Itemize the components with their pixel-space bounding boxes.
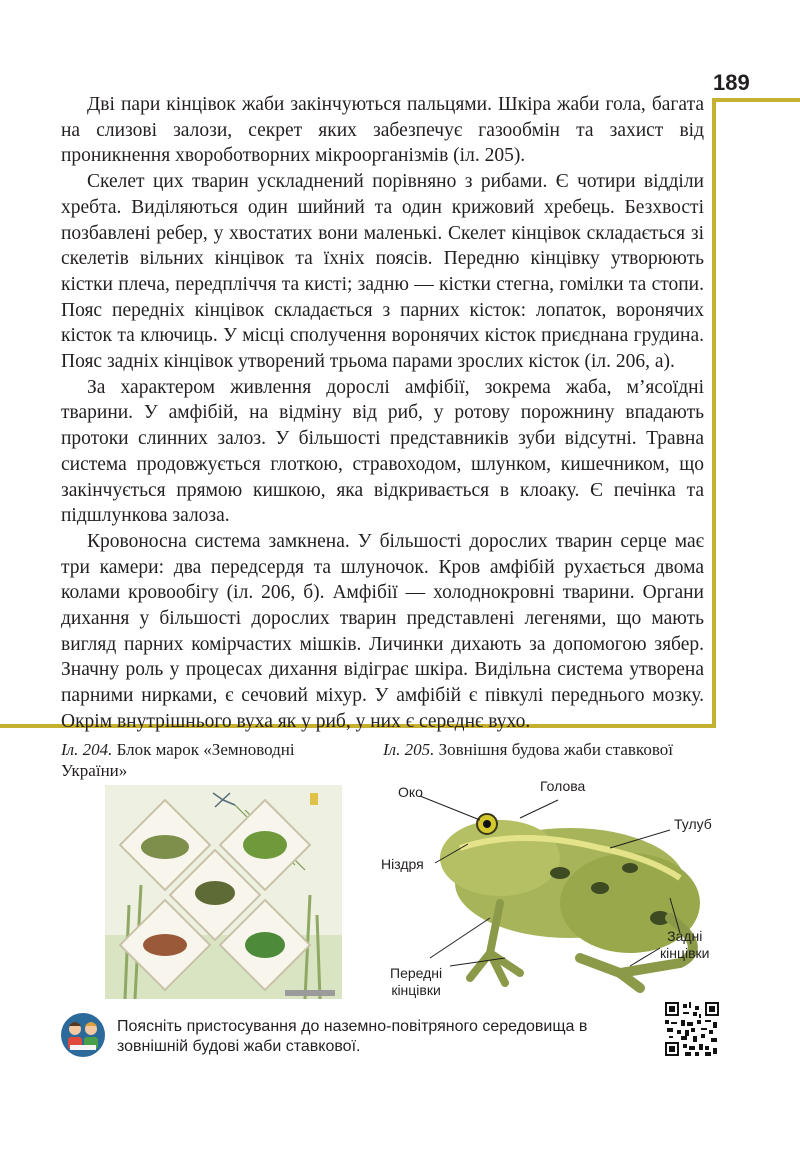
figure-204-caption [61,739,351,781]
label-eye: Око [398,784,423,800]
figure-204-label: Іл. 204. [61,740,113,759]
figure-205-label: Іл. 205. [383,740,435,759]
paragraph: Кровоносна система замкнена. У більшості дорослих тварин серце має три камери: два передсердя та шлуночок. Кров амфібій рухається двома колами кровообігу (іл. 206, б). Амфібії — холоднокровні тварини. Органи дихання у більшості дорослих тварин представлені легенями, що мають вигляд парних комірчастих мішків. Личинки дихають за допомогою зябер. Значну роль у процесах дихання відіграє шкіра. Видільна система утворена парними нирками, є сечовий міхур. У амфібій є півкулі переднього мозку. Окрім внутрішнього вуха як у риб, у них є середнє вухо. [61,530,704,732]
label-hind-limbs-line1: Задні [667,928,703,944]
figure-205-text: Зовнішня будова жаби ставкової [434,740,673,759]
frame-line-top [712,98,800,102]
qr-code-icon[interactable] [665,1002,719,1056]
label-hind-limbs-line2: кінцівки [660,945,710,961]
frame-line-right [712,98,716,726]
label-front-limbs [390,965,442,999]
figure-205-caption [383,739,683,760]
stamp-sheet-image [105,785,342,999]
label-head: Голова [540,778,586,794]
figure-204-text: Блок марок «Земноводні України» [61,740,295,780]
label-nostril: Ніздря [381,856,424,872]
label-body: Тулуб [674,816,712,832]
task-question: Поясніть пристосування до наземно-повітряного середовища в зовнішній будові жаби ставкової. [117,1018,588,1055]
label-hind-limbs [660,928,709,962]
label-front-limbs-line1: Передні [390,965,443,981]
paragraph: Дві пари кінцівок жаби закінчуються пальцями. Шкіра жаби гола, багата на слизові залози, секрет яких забезпечує газообмін та захист від проникнення хвороботворних мікроорганізмів (іл. 205). [61,94,704,167]
label-front-limbs-line2: кінцівки [391,982,441,998]
paragraph: За характером живлення дорослі амфібії, зокрема жаба, м’ясоїдні тварини. У амфібій, на відміну від риб, у ротову порожнину впадають протоки слинних залоз. У більшості представників зуби відсутні. Травна система продовжується глоткою, стравоходом, шлунком, кишечником, що закінчується прямою кишкою, яка відкривається в клоаку. Є печінка та підшлункова залоза. [61,376,704,527]
page-number: 189 [713,70,750,95]
paragraph: Скелет цих тварин ускладнений порівняно з рибами. Є чотири відділи хребта. Виділяються один шийний та один крижовий хребець. Безхвості позбавлені ребер, у хвостатих вони маленькі. Скелет кінцівок складається зі скелетів вільних кінцівок та їхніх поясів. Передню кінцівку утворюють кістки плеча, передпліччя та кисті; задню — кістки стегна, гомілки та стопи. Пояс передніх кінцівок складається з парних кісток: лопаток, воронячих кісток та ключиць. У місці сполучення воронячих кісток приєднана грудина. Пояс задніх кінцівок утворений трьома парами зрослих кісток (іл. 206, а). [61,171,704,373]
students-icon [60,1012,106,1058]
main-text [61,92,704,735]
